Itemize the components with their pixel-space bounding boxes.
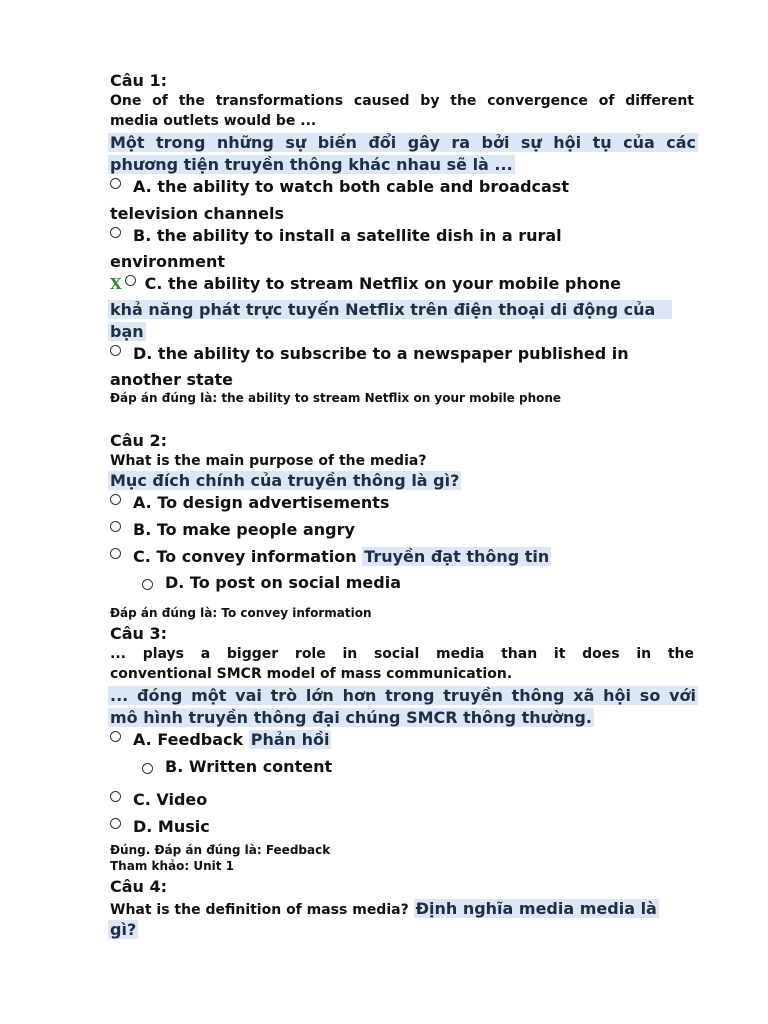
- q3-correct-answer: Đúng. Đáp án đúng là: Feedback: [110, 843, 331, 857]
- q2-correct-answer: Đáp án đúng là: To convey information: [110, 606, 372, 620]
- q2-option-d[interactable]: [142, 573, 401, 592]
- question-1-text-en: media outlets would be ...: [110, 113, 317, 129]
- question-1-text-en: One of the transformations caused by the convergence of different: [110, 93, 694, 109]
- q1-option-b-cont: environment: [110, 252, 225, 271]
- q3-option-b[interactable]: [142, 757, 332, 776]
- q1-option-a-cont: television channels: [110, 204, 285, 223]
- q1-option-b[interactable]: [110, 226, 562, 245]
- question-3-label: Câu 3:: [110, 624, 168, 643]
- q1-correct-answer: Đáp án đúng là: the ability to stream Netflix on your mobile phone: [110, 391, 562, 405]
- radio-icon[interactable]: [110, 345, 121, 356]
- q3-option-d[interactable]: [110, 817, 210, 836]
- q3-option-c-label: C. Video: [133, 790, 208, 809]
- question-1-text-vi: Một trong những sự biến đổi gây ra bởi sự hội tụ của các: [110, 133, 696, 152]
- q1-option-c-label: C. the ability to stream Netflix on your mobile phone: [144, 274, 621, 293]
- q3-option-d-label: D. Music: [133, 817, 210, 836]
- q2-option-c[interactable]: [110, 547, 551, 566]
- question-1-text-vi: phương tiện truyền thông khác nhau sẽ là ...: [110, 155, 513, 174]
- q1-option-c[interactable]: [110, 274, 621, 293]
- question-4-text-vi-cont: gì?: [110, 920, 137, 939]
- q2-option-b-label: B. To make people angry: [133, 520, 355, 539]
- q1-option-d-cont: another state: [110, 370, 233, 389]
- question-2-text-en: What is the main purpose of the media?: [110, 453, 427, 469]
- question-4-text-vi: Định nghĩa media media là: [415, 899, 657, 918]
- question-3-text-en: ... plays a bigger role in social media than it does in the: [110, 646, 694, 662]
- radio-icon[interactable]: [110, 731, 121, 742]
- q3-option-a-label: A. Feedback: [133, 730, 244, 749]
- radio-icon[interactable]: [110, 818, 121, 829]
- q2-option-c-label: C. To convey information: [133, 547, 357, 566]
- q1-option-d-label: D. the ability to subscribe to a newspaper published in: [133, 344, 629, 363]
- q1-option-c-vi: khả năng phát trực tuyến Netflix trên điện thoại di động của: [108, 300, 672, 319]
- radio-icon[interactable]: [110, 791, 121, 802]
- q3-option-b-label: B. Written content: [165, 757, 333, 776]
- radio-icon[interactable]: [125, 275, 136, 286]
- q1-option-d[interactable]: [110, 344, 629, 363]
- question-4-text-en: What is the definition of mass media?: [110, 902, 409, 918]
- question-4-text: [110, 899, 659, 918]
- q1-option-c-vi: bạn: [110, 322, 144, 341]
- q2-option-c-vi: Truyền đạt thông tin: [364, 547, 550, 566]
- question-2-text-vi: Mục đích chính của truyền thông là gì?: [110, 471, 460, 490]
- radio-icon[interactable]: [110, 521, 121, 532]
- radio-icon[interactable]: [142, 763, 153, 774]
- radio-icon[interactable]: [110, 227, 121, 238]
- q1-option-a[interactable]: [110, 177, 569, 196]
- question-1-label: Câu 1:: [110, 71, 168, 90]
- question-3-text-en: conventional SMCR model of mass communication.: [110, 666, 513, 682]
- question-3-text-vi: ... đóng một vai trò lớn hơn trong truyền thông xã hội so với: [110, 686, 696, 705]
- question-4-label: Câu 4:: [110, 877, 168, 896]
- correct-mark-icon: X: [110, 275, 122, 293]
- radio-icon[interactable]: [142, 579, 153, 590]
- q3-option-a-vi: Phản hồi: [250, 730, 330, 749]
- q3-option-a[interactable]: [110, 730, 331, 749]
- q2-option-a-label: A. To design advertisements: [133, 493, 390, 512]
- radio-icon[interactable]: [110, 548, 121, 559]
- question-3-text-vi: mô hình truyền thông đại chúng SMCR thông thường.: [110, 708, 592, 727]
- q3-reference: Tham khảo: Unit 1: [110, 859, 235, 873]
- radio-icon[interactable]: [110, 494, 121, 505]
- q1-option-a-label: A. the ability to watch both cable and broadcast: [133, 177, 569, 196]
- q2-option-b[interactable]: [110, 520, 355, 539]
- q1-option-b-label: B. the ability to install a satellite dish in a rural: [133, 226, 562, 245]
- q2-option-a[interactable]: [110, 493, 389, 512]
- q2-option-d-label: D. To post on social media: [165, 573, 402, 592]
- radio-icon[interactable]: [110, 178, 121, 189]
- question-2-label: Câu 2:: [110, 431, 168, 450]
- q3-option-c[interactable]: [110, 790, 207, 809]
